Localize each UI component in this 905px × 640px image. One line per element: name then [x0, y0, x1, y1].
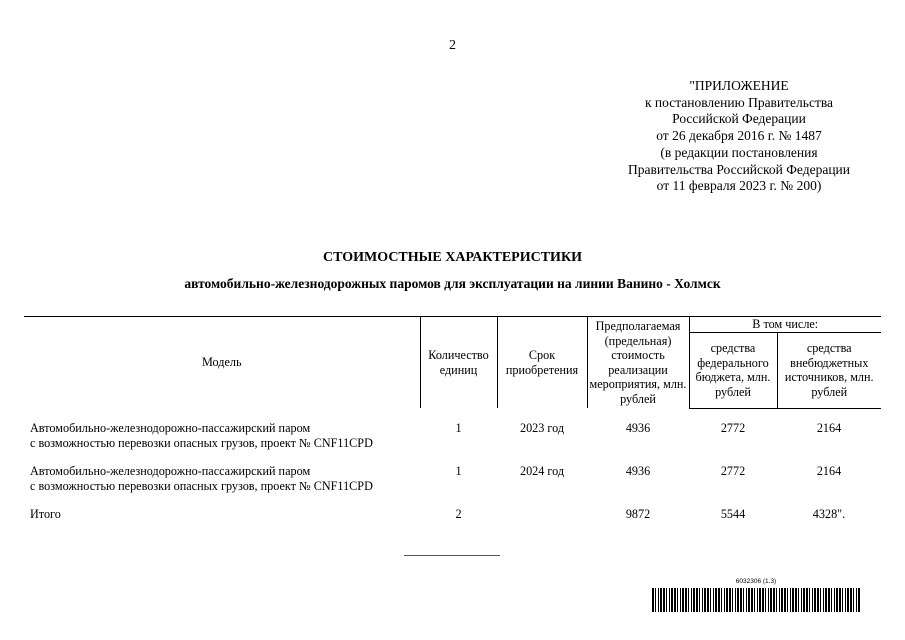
cell-model — [24, 464, 420, 494]
appendix-line: к постановлению Правительства — [644, 94, 834, 110]
header-term: Срок приобретения — [497, 317, 587, 409]
model-line: Автомобильно-железнодорожно-пассажирский паром — [30, 463, 311, 478]
cell-total-federal: 5544 — [720, 506, 746, 521]
appendix-line: "ПРИЛОЖЕНИЕ — [689, 78, 789, 93]
cell-total-quantity: 2 — [455, 506, 462, 521]
appendix-line: от 26 декабря 2016 г. № 1487 — [656, 128, 822, 144]
header-extrabudget: средства внебюджетных источников, млн. рублей — [777, 332, 881, 408]
barcode — [652, 588, 860, 612]
appendix-line: Правительства Российской Федерации — [628, 161, 850, 177]
appendix-line: (в редакции постановления — [660, 144, 818, 160]
cell-federal: 2772 — [720, 463, 746, 478]
cell-term: 2024 год — [519, 463, 565, 478]
table-header — [24, 317, 881, 409]
cell-total-term — [497, 507, 587, 522]
header-model: Модель — [24, 317, 420, 409]
cell-extrabudget: 2164 — [816, 420, 842, 435]
cell-cost: 4936 — [625, 420, 651, 435]
table-row — [24, 464, 881, 494]
cell-model — [24, 421, 420, 451]
cell-cost: 4936 — [625, 463, 651, 478]
header-federal: средства федерального бюджета, млн. рублей — [689, 332, 777, 408]
header-including: В том числе: — [689, 317, 881, 333]
page-number: 2 — [449, 38, 456, 53]
cell-extrabudget: 2164 — [816, 463, 842, 478]
cell-quantity: 1 — [455, 420, 462, 435]
table-row — [24, 421, 881, 451]
cell-term: 2023 год — [519, 420, 565, 435]
closing-rule — [404, 555, 500, 556]
header-cost: Предполагаемая (предельная) стоимость реализации мероприятия, млн. рублей — [587, 317, 689, 409]
appendix-line: Российской Федерации — [672, 111, 806, 127]
barcode-label: 6032306 (1.3) — [735, 578, 777, 585]
table-total-row — [24, 507, 881, 522]
appendix-line: от 11 февраля 2023 г. № 200) — [656, 178, 822, 194]
document-subtitle: автомобильно-железнодорожных паромов для эксплуатации на линии Ванино - Холмск — [184, 276, 721, 291]
document-title: СТОИМОСТНЫЕ ХАРАКТЕРИСТИКИ — [323, 250, 582, 265]
cell-federal: 2772 — [720, 420, 746, 435]
cell-total-label: Итого — [30, 506, 61, 521]
cell-quantity: 1 — [455, 463, 462, 478]
cost-table — [24, 316, 881, 522]
model-line: Автомобильно-железнодорожно-пассажирский паром — [30, 420, 311, 435]
cell-total-cost: 9872 — [625, 506, 651, 521]
appendix-header — [604, 78, 874, 195]
model-line: с возможностью перевозки опасных грузов, проект № CNF11CPD — [30, 478, 373, 493]
cell-total-extrabudget: 4328". — [812, 506, 846, 521]
model-line: с возможностью перевозки опасных грузов, проект № CNF11CPD — [30, 435, 373, 450]
header-quantity: Количество единиц — [420, 317, 497, 409]
